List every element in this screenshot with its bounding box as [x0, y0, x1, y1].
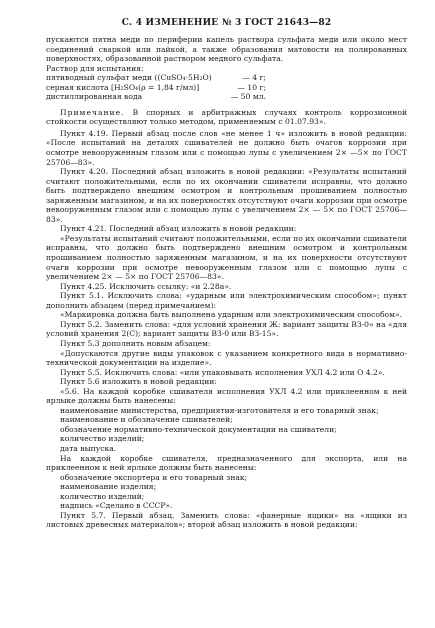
intro-paragraph: пускаются пятна меди по периферии капель раствора сульфата меди или около мест соединений сваркой или пайкой, а также образования матовости на полированных поверхностях, образованной раствором медного сульфата.: [46, 35, 407, 64]
list-item: наименование министерства, предприятия-изготовителя и его товарный знак;: [60, 405, 379, 415]
list-item: количество изделий;: [60, 434, 145, 444]
paragraph-4-25: Пункт 4.25. Исключить ссылку: «и 2.28а».: [60, 281, 232, 291]
list-item: наименование изделия;: [60, 482, 157, 492]
list-item: обозначение нормативно-технической документации на сшиватели;: [60, 424, 337, 434]
paragraph-5-7: Пункт 5.7. Первый абзац. Заменить слова: «фанерные ящики» на «ящики из листовых древесных материалов»; второй абзац изложить в новой редакции:: [46, 510, 407, 530]
page-header: С. 4 ИЗМЕНЕНИЕ № 3 ГОСТ 21643—82: [121, 18, 332, 28]
export-paragraph: На каждой коробке сшивателя, предназначенного для экспорта, или на приклеенном к ней ярлыке должны быть нанесены:: [46, 453, 407, 473]
paragraph-4-21: Пункт 4.21. Последний абзац изложить в новой редакции:: [60, 224, 297, 234]
solution-row-value: — 4 г;: [242, 73, 266, 83]
note-text: В спорных и арбитражных случаях контроль коррозионной стойкости осуществляют только методом, применяемым с 01.07.93».: [46, 107, 407, 127]
paragraph-5-1-quote: «Маркировка должна быть выполнена ударным или электрохимическим способом».: [60, 310, 403, 320]
paragraph-4-21-quote: «Результаты испытаний считают положительными, если по их окончании сшиватели исправны, что должно быть подтверждено внешним осмотром и контрольным прошиванием полностью заряженным магазином, и на их поверхности отсутствуют очаги коррозии при осмотре невооруженным глазом или с помощью лупы с увеличением 2× — 5× по ГОСТ 25706—83».: [46, 233, 407, 282]
list-item: надпись «Сделано в СССР».: [60, 501, 173, 511]
solution-row-value: — 10 г;: [237, 82, 266, 92]
solution-row-name: дистиллированная вода: [46, 92, 143, 102]
paragraph-5-1: Пункт 5.1. Исключить слова: «ударным или электрохимическим способом»; пункт дополнить абзацем (перед примечанием):: [46, 291, 407, 310]
paragraph-4-20: Пункт 4.20. Последний абзац изложить в новой редакции: «Результаты испытаний считают положительными, если по их окончании сшиватели исправны, что должно быть подтверждено внешним осмотром и контрольным прошиванием полностью заряженным магазином, и на их поверхностях отсутствуют очаги коррозии при осмотре невооруженным глазом или с помощью лупы с увеличением 2× — 5× по ГОСТ 25706—83».: [46, 167, 407, 224]
paragraph-5-5: Пункт 5.5. Исключить слова: «или упаковывать исполнения УХЛ 4.2 или О 4.2».: [60, 367, 385, 377]
solution-row: [46, 83, 266, 93]
solution-row-name: серная кислота [H₂SO₄(ρ = 1,84 г/мл)]: [46, 82, 200, 92]
solution-row-name: пятиводный сульфат меди ((CuSO₄·5H₂O): [46, 73, 212, 83]
paragraph-5-6: Пункт 5.6 изложить в новой редакции:: [60, 377, 217, 387]
paragraph-5-2: Пункт 5.2. Заменить слова: «для условий хранения Ж: вариант защиты ВЗ-0» на «для условий хранения 2(С); вариант защиты ВЗ-0 или ВЗ-15».: [46, 319, 407, 339]
paragraph-5-3-quote: «Допускаются другие виды упаковок с указанием конкретного вида в нормативно-технической документации на изделие».: [46, 348, 407, 368]
paragraph-5-6-quote: «5.6. На каждой коробке сшивателя исполнения УХЛ 4.2 или приклеенном к ней ярлыке должны быть нанесены:: [46, 386, 407, 406]
note-label: Примечание.: [60, 107, 125, 117]
list-item: обозначение экспортера и его товарный знак;: [60, 472, 248, 482]
list-item: дата выпуска.: [60, 443, 117, 453]
paragraph-5-3: Пункт 5.3 дополнить новым абзацем:: [60, 338, 211, 348]
solution-row-value: — 50 мл.: [230, 92, 266, 102]
solution-title: Раствор для испытания:: [46, 63, 144, 73]
solution-row: [46, 92, 266, 102]
solution-row: [46, 73, 266, 83]
list-item: наименование и обозначение сшивателей;: [60, 415, 233, 425]
paragraph-4-19: Пункт 4.19. Первый абзац после слов «не менее 1 ч» изложить в новой редакции: «После испытаний на деталях сшивателей не должно быть очагов коррозии при осмотре невооруженным глазом или с помощью лупы с увеличением 2× —5× по ГОСТ 25706—83».: [46, 128, 407, 167]
note-paragraph: [46, 108, 407, 127]
list-item: количество изделий;: [60, 491, 145, 501]
